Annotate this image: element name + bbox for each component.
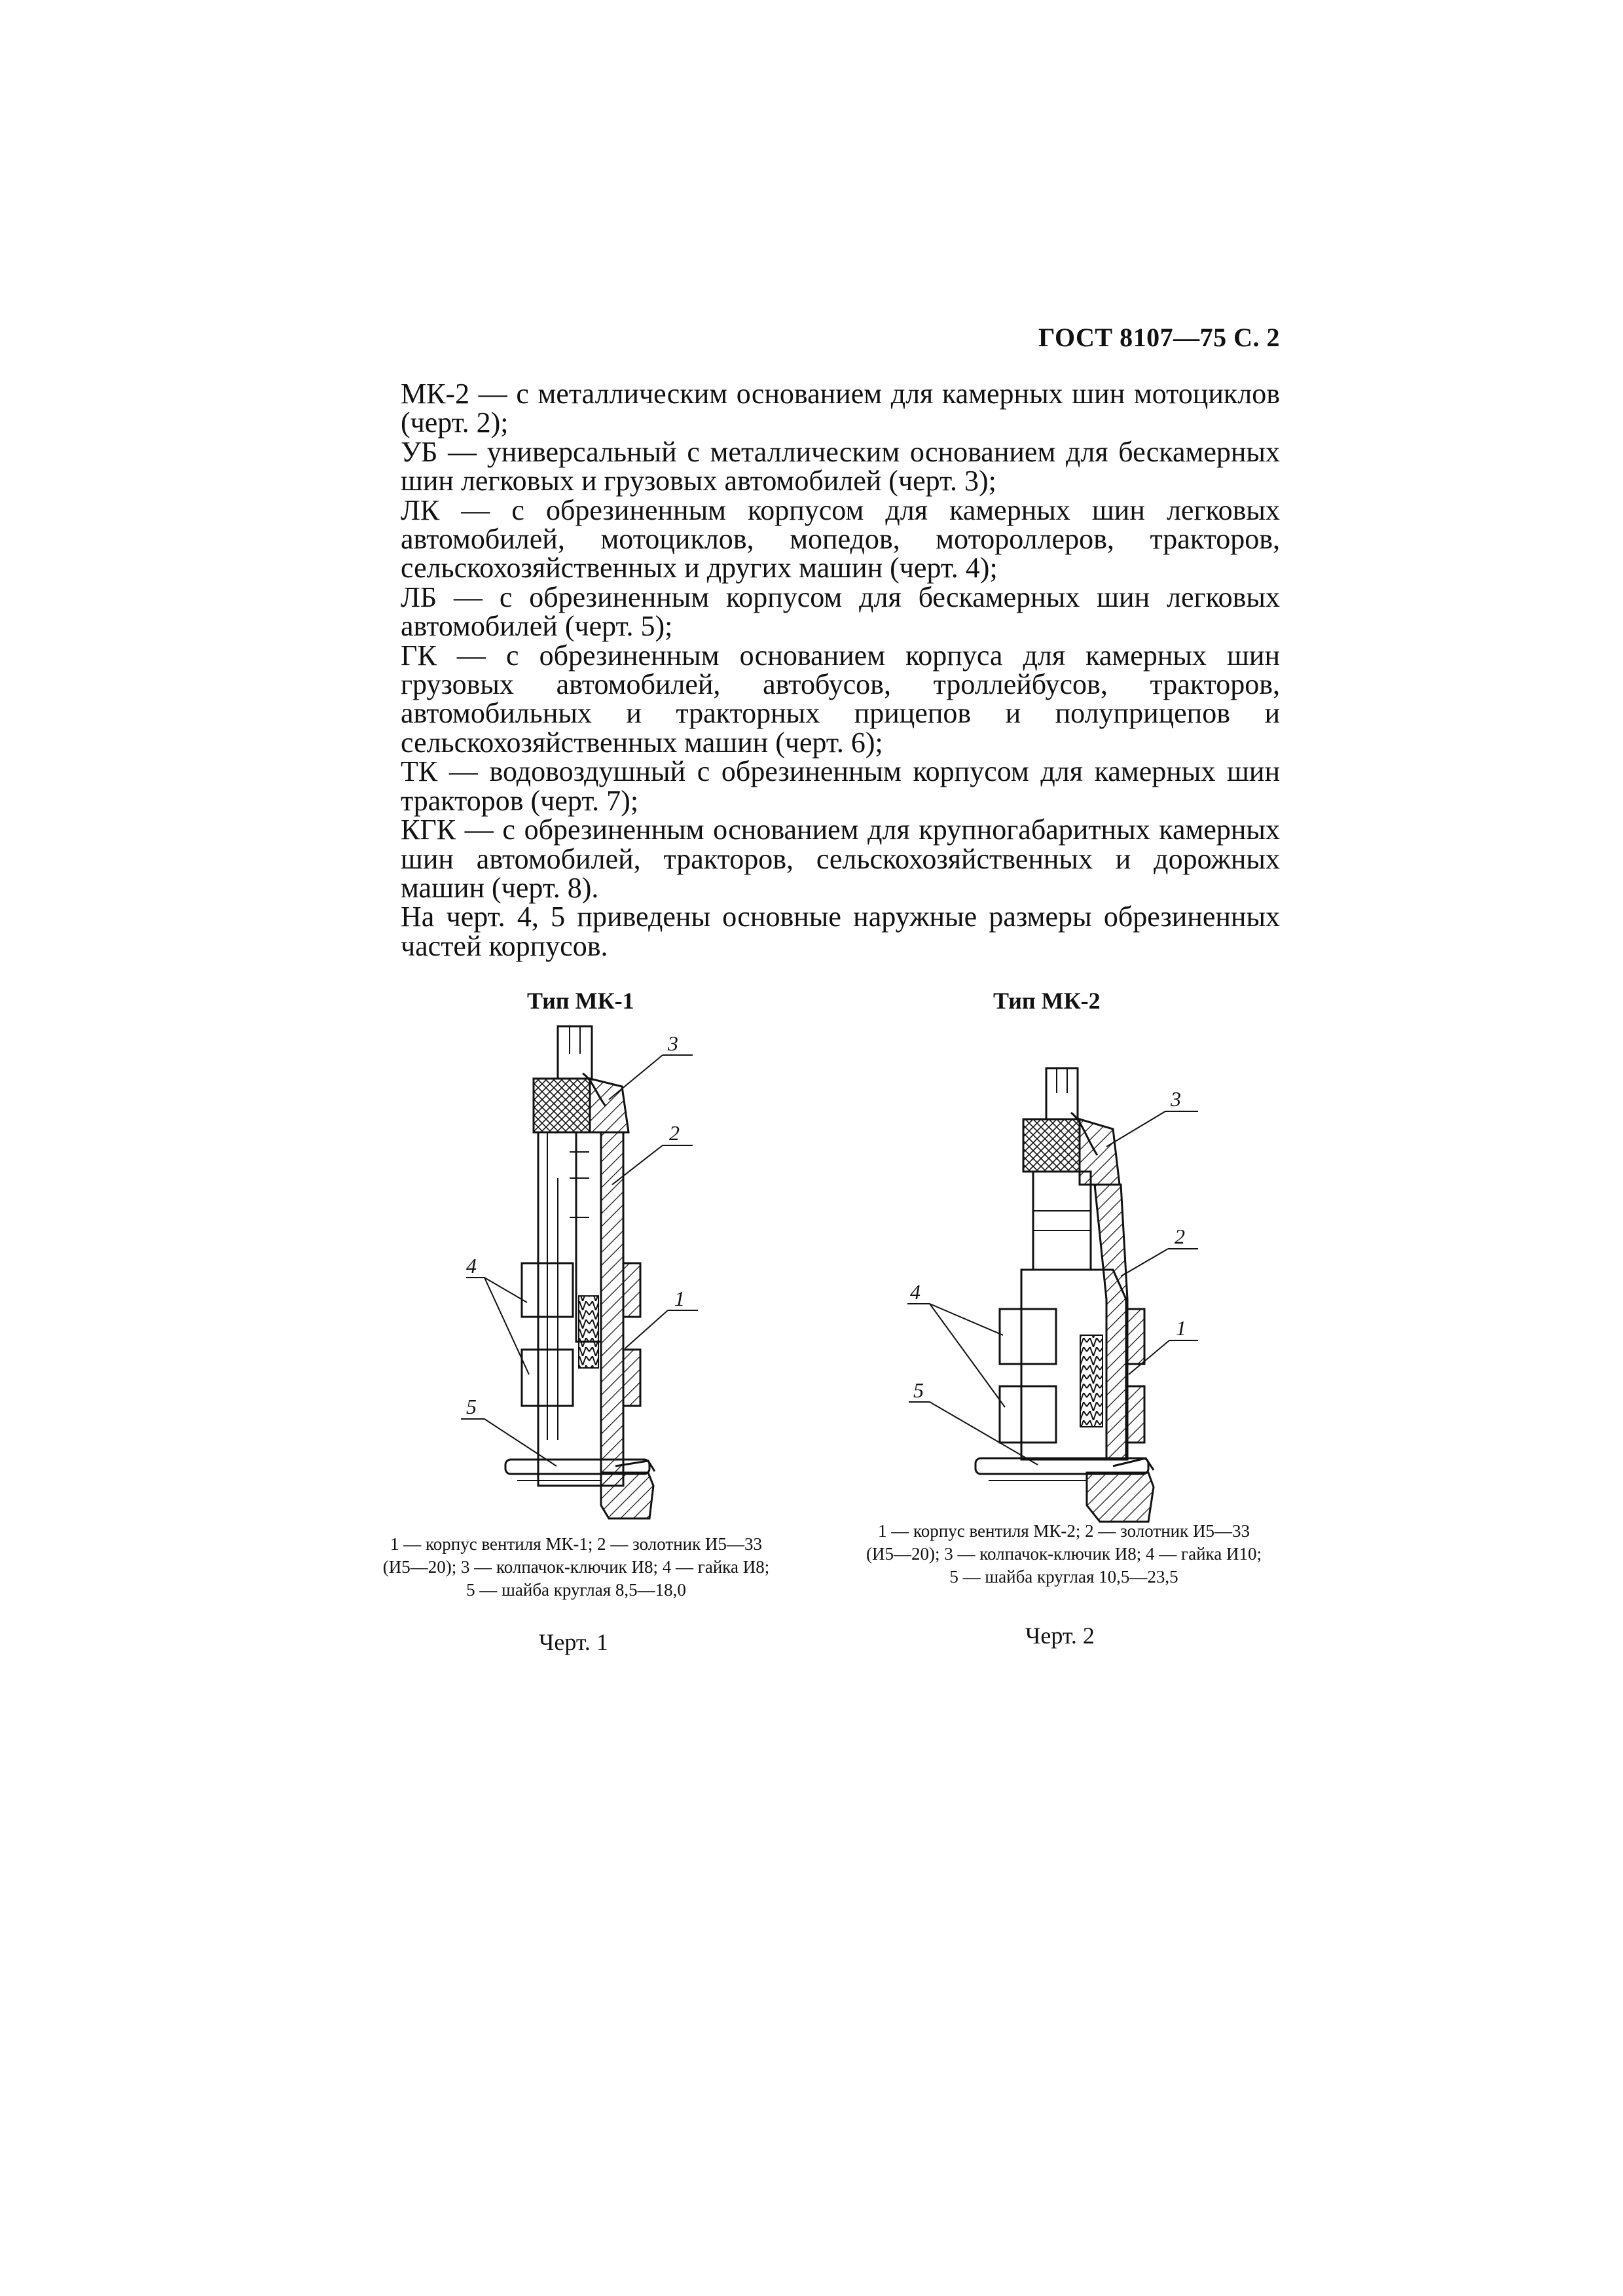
svg-text:3: 3 xyxy=(668,1031,678,1055)
paragraph: ЛБ — с обрезиненным корпусом для бескамерных шин легковых автомобилей (черт. 5); xyxy=(401,581,1280,643)
figure-1-title: Тип МК-1 xyxy=(527,988,634,1014)
valve-mk2 xyxy=(907,1068,1198,1522)
svg-text:1: 1 xyxy=(1176,1316,1186,1340)
figure-2-caption xyxy=(854,1520,1273,1588)
paragraph: ТК — водовоздушный с обрезиненным корпусом для камерных шин тракторов (черт. 7); xyxy=(401,755,1280,817)
svg-text:5: 5 xyxy=(466,1395,477,1418)
svg-text:3: 3 xyxy=(1171,1087,1181,1111)
figure-2-title: Тип МК-2 xyxy=(993,988,1101,1014)
paragraph: ЛК — с обрезиненным корпусом для камерных шин легковых автомобилей, мотоциклов, мопедов, мотороллеров, тракторов, сельскохозяйственных и других машин (черт. 4); xyxy=(401,493,1280,584)
svg-text:4: 4 xyxy=(466,1254,477,1278)
figure-1-label: Черт. 1 xyxy=(539,1629,608,1655)
valve-mk1 xyxy=(461,1026,698,1518)
caption-line: 1 — корпус вентиля МК-1; 2 — золотник И5—33 xyxy=(390,1534,762,1554)
paragraph: На черт. 4, 5 приведены основные наружные размеры обрезиненных частей корпусов. xyxy=(401,901,1280,962)
paragraph: ГК — с обрезиненным основанием корпуса для камерных шин грузовых автомобилей, автобусов, троллейбусов, тракторов, автомобильных и тракторных прицепов и полуприцепов и сельскохозяйственных машин (черт. 6); xyxy=(401,639,1280,759)
caption-line: 1 — корпус вентиля МК-2; 2 — золотник И5—33 xyxy=(878,1521,1250,1541)
paragraph: УБ — универсальный с металлическим основанием для бескамерных шин легковых и грузовых автомобилей (черт. 3); xyxy=(401,435,1280,497)
caption-line: (И5—20); 3 — колпачок-ключик И8; 4 — гайка И10; xyxy=(866,1544,1262,1564)
caption-line: 5 — шайба круглая 10,5—23,5 xyxy=(949,1567,1178,1587)
svg-text:2: 2 xyxy=(669,1121,680,1145)
figure-2-label: Черт. 2 xyxy=(1025,1623,1095,1649)
paragraph: МК-2 — с металлическим основанием для камерных шин мотоциклов (черт. 2); xyxy=(401,378,1280,439)
paragraph: КГК — с обрезиненным основанием для крупногабаритных камерных шин автомобилей, тракторов, сельскохозяйственных и дорожных машин (черт. 8). xyxy=(401,814,1280,904)
svg-text:4: 4 xyxy=(910,1280,921,1304)
svg-text:2: 2 xyxy=(1175,1225,1185,1248)
svg-text:1: 1 xyxy=(674,1287,685,1310)
figure-1-caption xyxy=(367,1533,786,1602)
page-header: ГОСТ 8107—75 С. 2 xyxy=(1038,323,1280,352)
svg-text:5: 5 xyxy=(913,1378,924,1402)
caption-line: 5 — шайба круглая 8,5—18,0 xyxy=(466,1580,686,1600)
caption-line: (И5—20); 3 — колпачок-ключик И8; 4 — гайка И8; xyxy=(382,1557,770,1577)
